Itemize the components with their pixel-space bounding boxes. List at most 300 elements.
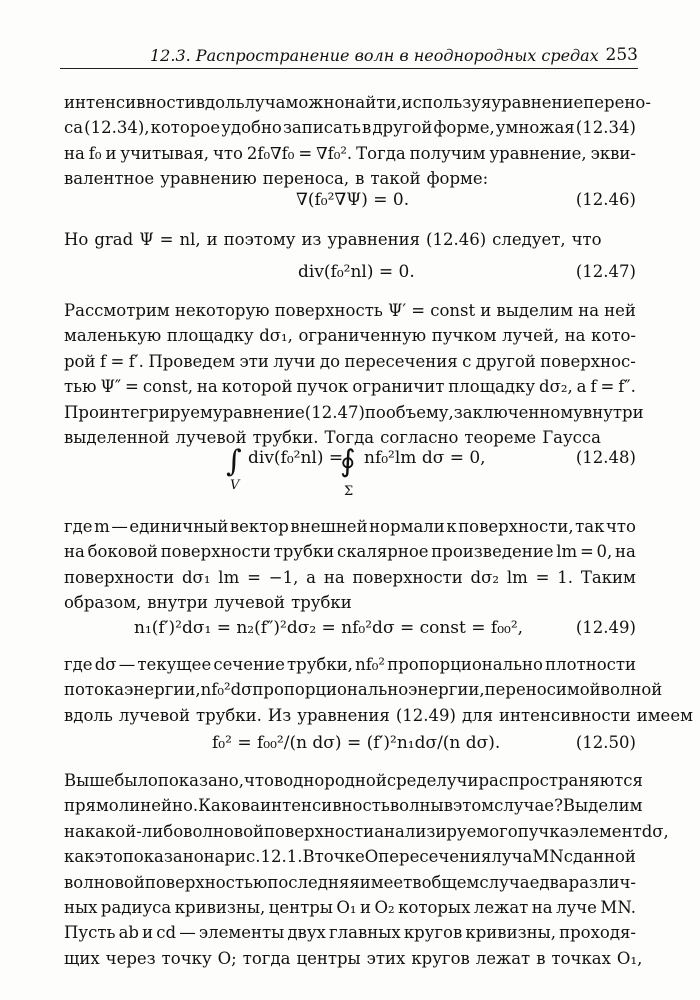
- word: в: [536, 948, 546, 968]
- word: поверхнос-: [540, 351, 636, 371]
- running-head: 12.3. Распространение волн в неоднородных средах: [150, 46, 599, 65]
- text-line: [64, 768, 643, 793]
- word: 1.: [557, 567, 574, 587]
- word: показано,: [157, 771, 244, 790]
- word: волной: [600, 680, 663, 700]
- word: O;: [217, 948, 237, 968]
- paragraph-6: [64, 768, 669, 971]
- text-line: [64, 590, 636, 615]
- word: Но: [64, 230, 89, 249]
- word: поверхности: [352, 567, 463, 587]
- word: используя: [401, 93, 492, 112]
- word: f: [590, 377, 597, 397]
- volume-integral-sign: ∫: [226, 444, 242, 479]
- equation-number: (12.48): [575, 448, 636, 467]
- word: другой: [475, 351, 536, 371]
- word: кото-: [591, 326, 636, 346]
- word: MN: [532, 847, 564, 867]
- equation-number: (12.49): [575, 618, 636, 637]
- word: уравнение,: [489, 143, 587, 163]
- word: dσ₂: [470, 567, 499, 587]
- word: теореме: [464, 428, 537, 448]
- word: записать: [282, 118, 361, 138]
- word: центры: [296, 948, 361, 968]
- word: ∇f₀².: [316, 143, 353, 163]
- word: Выше: [64, 771, 115, 790]
- word: в: [273, 771, 284, 790]
- word: а: [306, 567, 317, 587]
- word: образом,: [64, 593, 142, 613]
- word: луче: [556, 898, 597, 918]
- word: =: [298, 143, 313, 163]
- equation-12-48: [64, 444, 636, 508]
- word: и: [206, 230, 218, 249]
- word: энергии,: [408, 680, 485, 700]
- text-line: [64, 323, 636, 348]
- word: имеет: [359, 872, 413, 892]
- equation-formula: ∇(f₀²∇Ψ) = 0.: [296, 190, 410, 210]
- equation-number: (12.47): [575, 262, 636, 281]
- word: переноса,: [262, 169, 350, 189]
- word: уравнению: [160, 169, 257, 189]
- word: O: [364, 847, 379, 867]
- text-line: [64, 895, 636, 920]
- word: пучок: [296, 377, 349, 397]
- word: в: [412, 872, 422, 892]
- word: m: [94, 517, 110, 536]
- word: Из: [267, 705, 292, 725]
- word: эти: [239, 351, 269, 371]
- word: на: [64, 821, 85, 841]
- word: с: [462, 351, 472, 371]
- word: прямолинейно.: [64, 796, 199, 816]
- word: рис.: [224, 847, 261, 867]
- word: пересечения: [378, 847, 492, 867]
- word: потока: [64, 680, 125, 700]
- word: выделенной: [64, 428, 170, 448]
- word: внешней: [290, 517, 368, 536]
- word: форме,: [433, 118, 495, 138]
- text-line: [64, 115, 636, 140]
- word: O₁: [336, 898, 357, 918]
- word: лежат: [475, 948, 531, 968]
- word: а: [576, 377, 587, 397]
- text-line: [64, 565, 636, 590]
- word: выделим: [496, 301, 574, 320]
- word: единичный: [129, 517, 229, 536]
- word: =: [125, 377, 139, 397]
- word: лучевой: [118, 705, 190, 725]
- word: среде: [386, 771, 437, 790]
- word: элемент: [569, 821, 642, 841]
- word: этих: [366, 948, 406, 968]
- word: Выделим: [562, 796, 643, 816]
- word: трубки,: [287, 655, 353, 674]
- word: (12.46): [426, 230, 487, 249]
- word: маленькую: [64, 326, 162, 346]
- word: и: [105, 143, 117, 163]
- word: поверхности,: [458, 517, 574, 536]
- word: —: [118, 655, 136, 674]
- text-line: [64, 920, 636, 945]
- word: согласно: [380, 428, 459, 448]
- word: данной: [572, 847, 636, 867]
- paragraph-2: [64, 227, 636, 252]
- word: другой: [372, 118, 433, 138]
- word: ных: [64, 898, 98, 918]
- word: lm: [218, 567, 240, 587]
- word: =: [535, 567, 550, 587]
- word: f: [99, 351, 107, 371]
- word: Гаусса: [542, 428, 601, 448]
- word: по: [364, 402, 386, 422]
- word: что: [605, 517, 636, 536]
- word: ограничит: [352, 377, 445, 397]
- word: Тогда: [356, 143, 406, 163]
- word: на: [323, 567, 345, 587]
- word: Рассмотрим: [64, 301, 170, 320]
- paragraph-4: [64, 514, 636, 616]
- word: последняя: [267, 872, 360, 892]
- word: перено-: [583, 93, 651, 112]
- word: скалярное: [337, 542, 429, 562]
- text-line: [64, 703, 693, 728]
- word: волны: [389, 796, 444, 816]
- word: на: [203, 847, 225, 867]
- word: энергии,: [124, 680, 201, 700]
- word: (12.34),: [84, 118, 150, 138]
- word: случае?: [494, 796, 563, 816]
- word: Какова: [198, 796, 261, 816]
- word: в: [443, 796, 453, 816]
- word: на: [64, 143, 85, 163]
- word: боковой: [87, 542, 158, 562]
- word: тогда: [242, 948, 291, 968]
- word: было: [114, 771, 158, 790]
- word: волновой: [183, 821, 265, 841]
- word: до: [319, 351, 340, 371]
- word: уравнения: [327, 230, 421, 249]
- equation-formula: div(f₀²nl) = 0.: [298, 262, 415, 282]
- word: уравнение: [212, 402, 305, 422]
- word: са: [64, 118, 84, 138]
- word: произведение: [431, 542, 554, 562]
- word: и: [360, 898, 372, 918]
- word: пучком: [431, 326, 497, 346]
- word: на: [196, 377, 218, 397]
- word: экви-: [590, 143, 636, 163]
- word: кругов: [403, 923, 463, 943]
- word: лучи: [436, 771, 479, 790]
- word: следует,: [492, 230, 566, 249]
- word: лучи: [273, 351, 316, 371]
- word: форме:: [426, 169, 489, 189]
- word: к: [446, 517, 457, 536]
- word: такой: [370, 169, 421, 189]
- word: ней: [604, 301, 636, 320]
- word: (12.34): [575, 118, 636, 138]
- text-line: [64, 844, 636, 869]
- word: рой: [64, 351, 96, 371]
- word: f₀: [88, 143, 102, 163]
- word: в: [362, 118, 372, 138]
- word: которое: [150, 118, 221, 138]
- word: лучей,: [502, 326, 560, 346]
- word: что: [212, 143, 243, 163]
- word: которых: [398, 898, 471, 918]
- word: dσ,: [641, 821, 669, 841]
- word: nf₀²: [355, 655, 386, 674]
- word: пропорционально: [252, 680, 409, 700]
- text-line: [64, 652, 636, 677]
- word: интенсивности: [499, 705, 631, 725]
- word: поверхность: [274, 301, 383, 320]
- word: для: [461, 705, 493, 725]
- word: переносимой: [484, 680, 601, 700]
- word: умножая: [495, 118, 575, 138]
- word: f′.: [128, 351, 144, 371]
- text-line: [64, 374, 636, 399]
- word: валентное: [64, 169, 155, 189]
- word: на: [531, 898, 553, 918]
- word: это: [94, 847, 123, 867]
- word: (12.49): [395, 705, 456, 725]
- word: луча: [491, 847, 533, 867]
- word: луча: [244, 93, 286, 112]
- word: и: [142, 923, 154, 943]
- word: =: [600, 377, 615, 397]
- word: анализируемого: [374, 821, 518, 841]
- equation-number: (12.46): [575, 190, 636, 209]
- paragraph-5: [64, 652, 693, 728]
- word: элементы: [198, 923, 285, 943]
- text-line: [64, 793, 643, 818]
- word: однородной: [283, 771, 387, 790]
- word: f″.: [618, 377, 636, 397]
- word: Пусть: [64, 923, 116, 943]
- word: lm: [556, 542, 578, 562]
- word: Ψ′: [387, 301, 407, 320]
- word: трубки: [291, 593, 352, 613]
- word: кривизны,: [174, 898, 266, 918]
- word: grad: [94, 230, 134, 249]
- volume-limit: V: [230, 478, 240, 493]
- word: —: [111, 517, 128, 536]
- word: =: [110, 351, 125, 371]
- word: центры: [268, 898, 333, 918]
- word: поверхности: [160, 542, 271, 562]
- word: точку: [161, 948, 212, 968]
- word: =: [159, 230, 174, 249]
- word: радиуса: [100, 898, 172, 918]
- word: dσ₂,: [539, 377, 573, 397]
- equation-number: (12.50): [575, 733, 636, 752]
- surface-limit: Σ: [344, 484, 354, 499]
- word: Ψ″: [100, 377, 122, 397]
- text-line: [64, 166, 636, 191]
- word: Проинтегрируем: [64, 402, 213, 422]
- word: какой-либо: [84, 821, 184, 841]
- word: показано: [122, 847, 204, 867]
- word: распространяются: [478, 771, 643, 790]
- word: поверхности: [264, 821, 375, 841]
- word: const: [430, 301, 476, 320]
- word: получим: [409, 143, 486, 163]
- word: что: [243, 771, 274, 790]
- word: точках: [551, 948, 611, 968]
- word: как: [64, 847, 95, 867]
- paragraph-1: [64, 90, 651, 192]
- text-line: [64, 870, 636, 895]
- word: так: [575, 517, 605, 536]
- word: Тогда: [324, 428, 375, 448]
- word: (12.47): [304, 402, 365, 422]
- word: где: [64, 517, 93, 536]
- word: Проведем: [148, 351, 236, 371]
- word: из: [301, 230, 322, 249]
- word: =: [247, 567, 261, 587]
- word: dσ₁: [182, 567, 211, 587]
- word: на: [564, 326, 586, 346]
- word: щих: [64, 948, 100, 968]
- word: где: [64, 655, 93, 674]
- word: что: [571, 230, 602, 249]
- word: —: [179, 923, 196, 943]
- word: на: [64, 542, 85, 562]
- text-line: [64, 946, 643, 971]
- word: найти,: [344, 93, 402, 112]
- text-line: [64, 539, 636, 564]
- word: O₂: [374, 898, 395, 918]
- word: двух: [287, 923, 326, 943]
- word: dσ₁,: [259, 326, 293, 346]
- word: ab: [118, 923, 139, 943]
- word: вдоль: [195, 93, 245, 112]
- word: поверхностью: [144, 872, 268, 892]
- equation-formula: n₁(f′)²dσ₁ = n₂(f″)²dσ₂ = nf₀²dσ = const = f₀₀²,: [134, 618, 524, 638]
- equation-formula: f₀² = f₀₀²/(n dσ) = (f′)²n₁dσ/(n dσ).: [212, 733, 501, 753]
- word: вдоль: [64, 705, 113, 725]
- word: этом: [452, 796, 495, 816]
- word: MN.: [600, 898, 636, 918]
- word: lm: [506, 567, 528, 587]
- equation-rhs: nf₀²lm dσ = 0,: [364, 448, 486, 468]
- word: интенсивность: [260, 796, 390, 816]
- word: nf₀²dσ: [200, 680, 253, 700]
- word: трубки.: [195, 705, 262, 725]
- word: волновой: [64, 872, 145, 892]
- word: кругов: [411, 948, 470, 968]
- word: текущее: [137, 655, 212, 674]
- text-line: [64, 400, 644, 425]
- word: проходя-: [559, 923, 636, 943]
- page-number: 253: [605, 45, 638, 65]
- page-header: [60, 42, 638, 69]
- word: лежат: [473, 898, 529, 918]
- word: 2f₀∇f₀: [246, 143, 295, 163]
- word: уравнения: [297, 705, 390, 725]
- word: точке: [314, 847, 365, 867]
- word: dσ: [94, 655, 117, 674]
- word: имеем: [636, 705, 693, 725]
- word: Таким: [580, 567, 636, 587]
- word: заключенному: [453, 402, 583, 422]
- word: объему,: [385, 402, 454, 422]
- word: В: [302, 847, 315, 867]
- word: кривизны,: [465, 923, 556, 943]
- word: на: [578, 301, 600, 320]
- word: const,: [142, 377, 193, 397]
- word: интенсивности: [64, 93, 196, 112]
- word: пучка: [517, 821, 570, 841]
- word: cd: [156, 923, 177, 943]
- word: главных: [328, 923, 401, 943]
- word: тью: [64, 377, 97, 397]
- word: вектор: [229, 517, 289, 536]
- word: внутри: [147, 593, 208, 613]
- word: сечение: [213, 655, 285, 674]
- word: nl,: [179, 230, 201, 249]
- word: лучевой: [213, 593, 286, 613]
- word: на: [615, 542, 636, 562]
- word: удобно: [221, 118, 282, 138]
- word: общем: [421, 872, 480, 892]
- word: площадку: [166, 326, 254, 346]
- word: и: [480, 301, 492, 320]
- word: =: [579, 542, 594, 562]
- word: Ψ: [139, 230, 154, 249]
- word: площадку: [448, 377, 536, 397]
- paragraph-3: [64, 298, 644, 450]
- word: пересечения: [344, 351, 458, 371]
- word: которой: [221, 377, 293, 397]
- word: в: [355, 169, 365, 189]
- word: с: [563, 847, 573, 867]
- word: O₁,: [616, 948, 643, 968]
- surface-integral-sign: ∮: [340, 444, 356, 479]
- word: внутри: [582, 402, 644, 422]
- word: 0,: [596, 542, 613, 562]
- word: можно: [285, 93, 345, 112]
- word: трубки.: [252, 428, 319, 448]
- text-line: [64, 349, 636, 374]
- word: −1,: [268, 567, 299, 587]
- word: плотности: [545, 655, 636, 674]
- text-line: [64, 141, 636, 166]
- text-line: [64, 227, 636, 252]
- word: случае: [479, 872, 540, 892]
- word: поверхности: [64, 567, 175, 587]
- word: нормали: [369, 517, 445, 536]
- word: учитывая,: [120, 143, 210, 163]
- word: ограниченную: [298, 326, 427, 346]
- word: два: [539, 872, 569, 892]
- word: различ-: [568, 872, 637, 892]
- text-line: [64, 298, 636, 323]
- word: 12.1.: [260, 847, 303, 867]
- word: лучевой: [175, 428, 247, 448]
- word: поэтому: [223, 230, 296, 249]
- text-line: [64, 514, 636, 539]
- word: некоторую: [174, 301, 270, 320]
- word: через: [105, 948, 156, 968]
- word: трубки: [273, 542, 335, 562]
- word: =: [411, 301, 426, 320]
- word: пропорционально: [387, 655, 543, 674]
- text-line: [64, 90, 651, 115]
- text-line: [64, 819, 669, 844]
- word: уравнение: [491, 93, 584, 112]
